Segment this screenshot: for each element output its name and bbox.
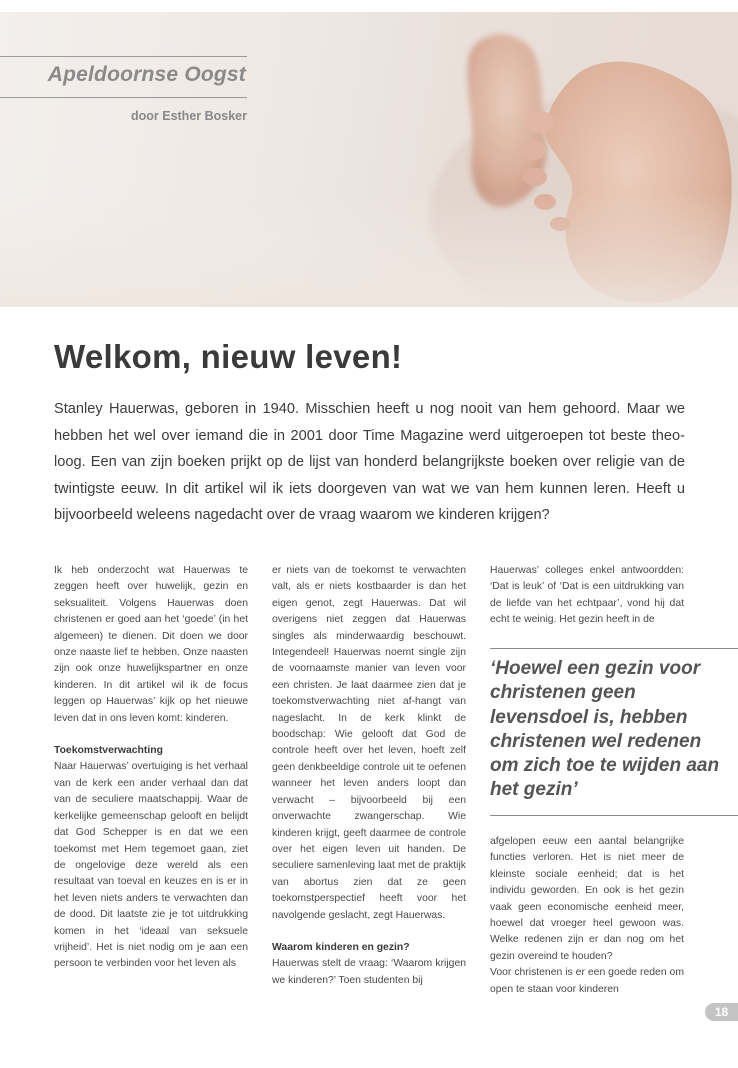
series-title: Apeldoornse Oogst <box>47 63 246 86</box>
page-number-badge: 18 <box>705 1003 738 1021</box>
section-heading: Toekomstverwachting <box>54 745 163 757</box>
header-rule-bottom <box>0 97 247 98</box>
section-heading: Waarom kinderen en gezin? <box>272 941 410 953</box>
paragraph: Hauerwas’ colleges enkel antwoordden: ‘Dat is leuk’ of ‘Dat is een uitdrukking van de liefde van het echtpaar’, vond hij dat echt te weinig. Het gezin heeft in de <box>490 565 684 626</box>
paragraph: Naar Hauerwas’ overtuiging is het verhaal van de kerk een ander verhaal dan dat van de seculiere maatschappij. Waar de kerkelijke gemeenschap gelooft en belijdt dat God Schepper is en dat we een toekomst met Hem tegemoet gaan, ziet de ongelovige deze wereld als een resultaat van toeval en keuzes en is er in het leven niets anders te verwachten dan de dood. Dit laatste zie je tot uitdrukking komen in het ‘ideaal van seksuele vrijheid’. Het is niet nodig om je aan een persoon te verbinden voor het leven als <box>54 761 248 970</box>
text-column-3-bottom <box>490 834 684 998</box>
paragraph: Hauerwas stelt de vraag: ‘Waarom krijgen we kinderen?’ Toen studenten bij <box>272 958 466 986</box>
text-column-3-top <box>490 563 684 629</box>
paragraph: er niets van de toekomst te verwachten valt, als er niets kostbaarder is dan het eigen genot, zegt Hauerwas. Dat wil overigens niet zeggen dat Hauerwas singles als minderwaardig beschouwt. Integendeel! Hauerwas noemt single zijn de voornaamste manier van leven voor een christen. Je laat daarmee zien dat je toekomstverwachting niet af-hangt van nageslacht. In de kerk klinkt de boodschap: Wie gelooft dat God de controle heeft over het leven, hoeft zelf geen denkbeeldige controle uit te oefenen wanneer het leven anders loopt dan verwacht – bijvoorbeeld bij een onverwachte zwangerschap. Wie kinderen krijgt, geeft daarmee de controle over het eigen leven uit handen. De seculiere samenleving laat met de praktijk van abortus zien dat ze geen toekomstperspectief heeft voor het navolgende geslacht, zegt Hauerwas. <box>272 565 466 921</box>
paragraph: Voor christenen is er een goede reden om open te staan voor kinderen <box>490 967 684 995</box>
pullquote-rule-bottom <box>490 815 738 816</box>
text-column-2 <box>272 563 466 989</box>
article-intro: Stanley Hauerwas, geboren in 1940. Misschien heeft u nog nooit van hem gehoord. Maar we hebben het wel over iemand die in 2001 door Time Magazine werd uitgeroepen tot beste theo-loog. Een van zijn boeken prijkt op de lijst van honderd belangrijkste boeken over religie van de twintigste eeuw. In dit artikel wil ik iets doorgeven van wat we van hem kunnen leren. Heeft u bijvoorbeeld weleens nagedacht over de vraag waarom we kinderen krijgen? <box>54 401 685 523</box>
paragraph: afgelopen eeuw een aantal belangrijke functies verloren. Het is niet meer de kleinste sociale eenheid; dat is het individu geworden. En ook is het gezin vaak geen economische eenheid meer, hoewel dat vroeger heel gewoon was. Welke redenen zijn er dan nog om het gezin overeind te houden? <box>490 836 684 962</box>
paragraph: Ik heb onderzocht wat Hauerwas te zeggen heeft over huwelijk, gezin en seksualiteit. Volgens Hauerwas doen christenen er goed aan het ‘goede’ (in het algemeen) te dienen. Dit doen we door onze naaste lief te hebben. Onze naasten zijn ook onze huwelijkspartner en onze kinderen. In dit artikel wil ik de focus leggen op Hauerwas’ kijk op het nieuwe leven dat in ons leven komt: kinderen. <box>54 565 248 724</box>
text-column-1 <box>54 563 248 973</box>
pull-quote: ‘Hoewel een gezin voor christenen geen levensdoel is, hebben christenen wel redenen om zich toe te wijden aan het gezin’ <box>490 658 720 801</box>
pullquote-rule-top <box>490 648 738 649</box>
header-rule-top <box>0 56 247 57</box>
author-byline: door Esther Bosker <box>130 109 247 123</box>
article-title: Welkom, nieuw leven! <box>54 338 403 375</box>
